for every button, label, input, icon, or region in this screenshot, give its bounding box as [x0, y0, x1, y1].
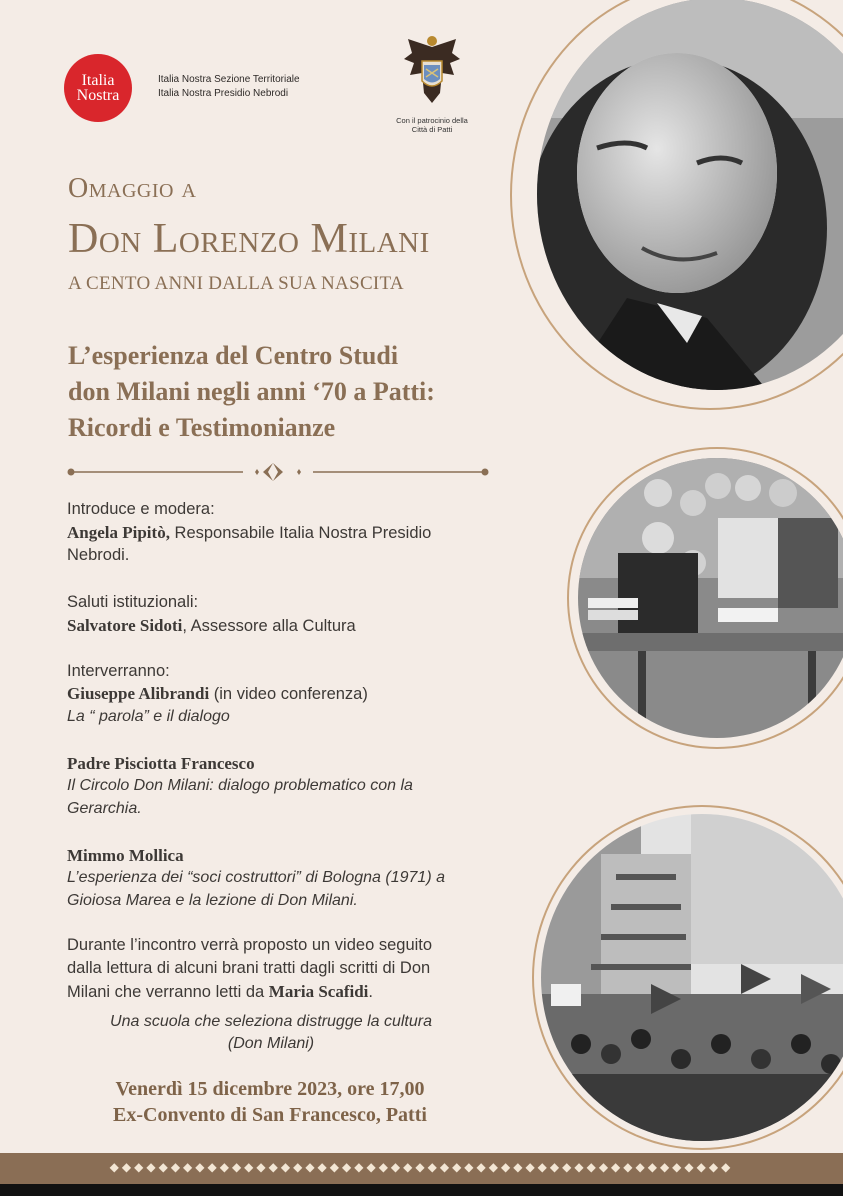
speaker-3-topic-2: Gioiosa Marea e la lezione di Don Milani. — [67, 892, 358, 909]
intro-name: Angela Pipitò, — [67, 523, 170, 542]
intro-line — [67, 523, 431, 543]
video-line-2: dalla lettura di alcuni brani tratti dagli scritti di Don — [67, 959, 431, 977]
intro-role: Responsabile Italia Nostra Presidio — [169, 524, 432, 542]
speaker-3-name: Mimmo Mollica — [67, 846, 184, 865]
title-name: Don Lorenzo Milani — [68, 216, 430, 262]
speaker-1-topic: La “ parola” e il dialogo — [67, 708, 230, 725]
event-title — [68, 338, 568, 446]
classroom-photo — [578, 458, 843, 738]
title-subtitle: A CENTO ANNI DALLA SUA NASCITA — [68, 273, 404, 294]
speaker-1-name: Giuseppe Alibrandi — [67, 684, 210, 703]
quote-line-1: Una scuola che seleziona distrugge la cultura — [110, 1013, 432, 1030]
speaker-1-note: (in video conferenza) — [209, 685, 368, 703]
diamond-pattern: ◆◆◆◆◆◆◆◆◆◆◆◆◆◆◆◆◆◆◆◆◆◆◆◆◆◆◆◆◆◆◆◆◆◆◆◆◆◆◆◆◆◆◆◆◆◆◆◆◆◆◆ — [109, 1160, 734, 1174]
event-date: Venerdì 15 dicembre 2023, ore 17,00 — [115, 1078, 425, 1100]
saluti-line — [67, 616, 356, 636]
event-title-line-1: L’esperienza del Centro Studi — [68, 341, 399, 370]
video-line-3 — [67, 982, 373, 1002]
street-photo — [541, 814, 843, 1141]
intro-label: Introduce e modera: — [67, 500, 215, 518]
speaker-2-topic-2: Gerarchia. — [67, 800, 142, 817]
org-line-1: Italia Nostra Sezione Territoriale — [158, 74, 300, 85]
city-crest-icon — [402, 33, 462, 111]
org-line-2: Italia Nostra Presidio Nebrodi — [158, 88, 289, 99]
video-line-1: Durante l’incontro verrà proposto un video seguito — [67, 936, 433, 954]
event-title-line-3: Ricordi e Testimonianze — [68, 413, 336, 442]
saluti-name: Salvatore Sidoti — [67, 616, 183, 635]
speaker-2-name: Padre Pisciotta Francesco — [67, 754, 255, 773]
speaker-1-line — [67, 684, 368, 704]
video-reader: Maria Scafidi — [268, 982, 369, 1001]
saluti-role: , Assessore alla Cultura — [182, 617, 356, 635]
video-line-3-post: . — [368, 983, 374, 1001]
patronage-text — [386, 116, 478, 134]
speaker-3-topic-1: L’esperienza dei “soci costruttori” di Bologna (1971) a — [67, 869, 445, 886]
bottom-edge — [0, 1184, 843, 1196]
video-line-3-pre: Milani che verranno letti da — [67, 983, 269, 1001]
speakers-label: Interverranno: — [67, 662, 170, 680]
event-venue: Ex-Convento di San Francesco, Patti — [113, 1104, 427, 1126]
italia-nostra-logo — [64, 54, 132, 122]
patron-line-1: Con il patrocinio della — [396, 116, 468, 125]
event-title-line-2: don Milani negli anni ‘70 a Patti: — [68, 377, 435, 406]
patron-line-2: Città di Patti — [411, 125, 453, 134]
speaker-2-topic-1: Il Circolo Don Milani: dialogo problematico con la — [67, 777, 413, 794]
title-omaggio: Omaggio a — [68, 173, 197, 204]
quote-line-2: (Don Milani) — [227, 1035, 315, 1052]
saluti-label: Saluti istituzionali: — [67, 593, 199, 611]
logo-text-2: Nostra — [76, 87, 120, 104]
organization-lines — [158, 73, 300, 101]
intro-role-cont: Nebrodi. — [67, 546, 130, 564]
ornament-divider — [67, 462, 489, 482]
logo-text-1: Italia — [81, 72, 115, 89]
